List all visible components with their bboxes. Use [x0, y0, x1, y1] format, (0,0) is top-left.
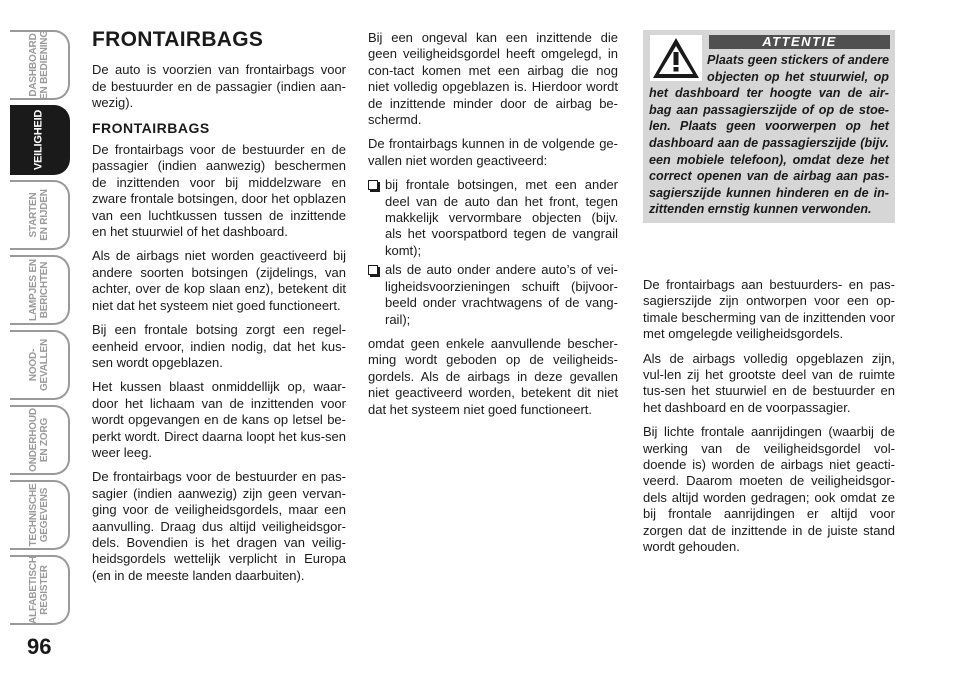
list-item-text: bij frontale botsingen, met een ander deel van de auto dan het front, tegen makkelijk vervormbare objecten (bijv. als het voorspatbord tegen de vangrail komt);	[385, 177, 618, 258]
body-paragraph: De frontairbags aan bestuurders- en pas-sagierszijde zijn ontworpen voor een op-timale bescherming van de inzittenden voor met omgelegde veiligheidsgordels.	[643, 277, 895, 342]
tab-label: ALFABETISCH REGISTER	[28, 556, 50, 624]
page-number: 96	[27, 634, 52, 659]
tab-label: ONDERHOUD EN ZORG	[28, 408, 50, 472]
column-1	[92, 30, 346, 592]
tab-onderhoud-en-zorg[interactable]	[10, 405, 70, 475]
body-paragraph: Bij een ongeval kan een inzittende die geen veiligheidsgordel heeft omgelegd, in con-tact komen met een airbag die nog niet volledig opgeblazen is. Hierdoor wordt de inzittende minder door de airbag be-schermd.	[368, 30, 618, 128]
tab-technische-gegevens[interactable]	[10, 480, 70, 550]
body-paragraph: Bij lichte frontale aanrijdingen (waarbij de werking van de veiligheidsgordel vol-doende is) worden de airbags niet geacti-veerd. Daarom moeten de veiligheidsgor-dels altijd worden gedragen; ook omdat ze bij frontale aanrijdingen er altijd voor zorgen dat de inzittende in de juiste stand wordt gehouden.	[643, 424, 895, 555]
body-paragraph: Het kussen blaast onmiddellijk op, waar-door het lichaam van de inzittenden voor wordt opgevangen en de kans op letsel be-perkt wordt. Direct daarna loopt het kus-sen weer leeg.	[92, 379, 346, 460]
list-item-text: als de auto onder andere auto’s of vei-ligheidsvoorzieningen schuift (bijvoor-beeld onder vrachtwagens of de vang-rail);	[385, 262, 618, 327]
warning-banner: ATTENTIE	[709, 35, 890, 49]
body-paragraph: De frontairbags voor de bestuurder en pas-sagier (indien aanwezig) zijn geen vervan-ging voor de veiligheidsgordels, maar een aanvulling. Draag dus altijd veiligheidsgor-dels. Bovendien is het dragen van veilig-heidsgordels wettelijk verplicht in Europa (en in de meeste landen daarbuiten).	[92, 469, 346, 583]
list-item	[368, 177, 618, 259]
body-paragraph: omdat geen enkele aanvullende bescher-ming wordt geboden op de veiligheids-gordels. Als de airbags in deze gevallen niet geactiveerd worden, betekent dit niet dat het systeem niet goed functioneert.	[368, 335, 618, 417]
tab-alfabetisch-register[interactable]	[10, 555, 70, 625]
tab-label: VEILIGHEID	[32, 109, 45, 171]
bullet-list	[368, 177, 618, 328]
intro-paragraph: De auto is voorzien van frontairbags voor de bestuurder en de passagier (indien aan-wezig).	[92, 62, 346, 111]
warning-box	[643, 30, 895, 223]
list-item	[368, 262, 618, 328]
tab-dashboard-en-bediening[interactable]	[10, 30, 70, 100]
tab-label: STARTEN EN RIJDEN	[28, 189, 50, 241]
column-3	[643, 277, 895, 564]
tab-label: DASHBOARD EN BEDIENING	[28, 30, 50, 100]
checkbox-bullet-icon	[368, 180, 378, 190]
tab-label: NOOD- GEVALLEN	[28, 338, 50, 392]
body-paragraph: Als de airbags niet worden geactiveerd bij andere soorten botsingen (zijdelings, van achter, over de kop slaan enz), betekent dit niet dat het systeem niet goed functioneert.	[92, 248, 346, 313]
body-paragraph: De frontairbags voor de bestuurder en de passagier (indien aanwezig) beschermen de inzittenden voor bij middelzware en zware frontale botsingen, door het opblazen van een luchtkussen tussen de inzittende en het stuurwiel of het dashboard.	[92, 142, 346, 240]
warning-text: Plaats geen stickers of andere objecten op het stuurwiel, op het dashboard ter hoogte van de air-bag aan passagierszijde of op de stoe-len. Plaats geen voorwerpen op het dashboard aan de passagierszijde (bijv. een mobiele telefoon), omdat deze het correct openen van de airbag aan pas-sagierszijde kunnen hinderen en de in-zittenden ernstig kunnen verwonden.	[649, 53, 889, 217]
body-paragraph: De frontairbags kunnen in de volgende ge-vallen niet worden geactiveerd:	[368, 136, 618, 168]
column-2	[368, 30, 618, 426]
tab-label: LAMPJES EN BERICHTEN	[28, 259, 50, 321]
tab-label: TECHNISCHE GEGEVENS	[28, 483, 50, 547]
checkbox-bullet-icon	[368, 265, 378, 275]
tab-veiligheid[interactable]	[10, 105, 70, 175]
section-heading: FRONTAIRBAGS	[92, 119, 210, 136]
body-paragraph: Bij een frontale botsing zorgt een regel-eenheid ervoor, indien nodig, dat het kus-sen wordt opgeblazen.	[92, 322, 346, 370]
tab-starten-en-rijden[interactable]	[10, 180, 70, 250]
tab-lampjes-en-berichten[interactable]	[10, 255, 70, 325]
tab-noodgevallen[interactable]	[10, 330, 70, 400]
page-title: FRONTAIRBAGS	[92, 28, 264, 51]
body-paragraph: Als de airbags volledig opgeblazen zijn, vul-len zij het grootste deel van de ruimte tus-sen het stuurwiel en de bestuurder en het dashboard en de voorpassagier.	[643, 350, 895, 415]
